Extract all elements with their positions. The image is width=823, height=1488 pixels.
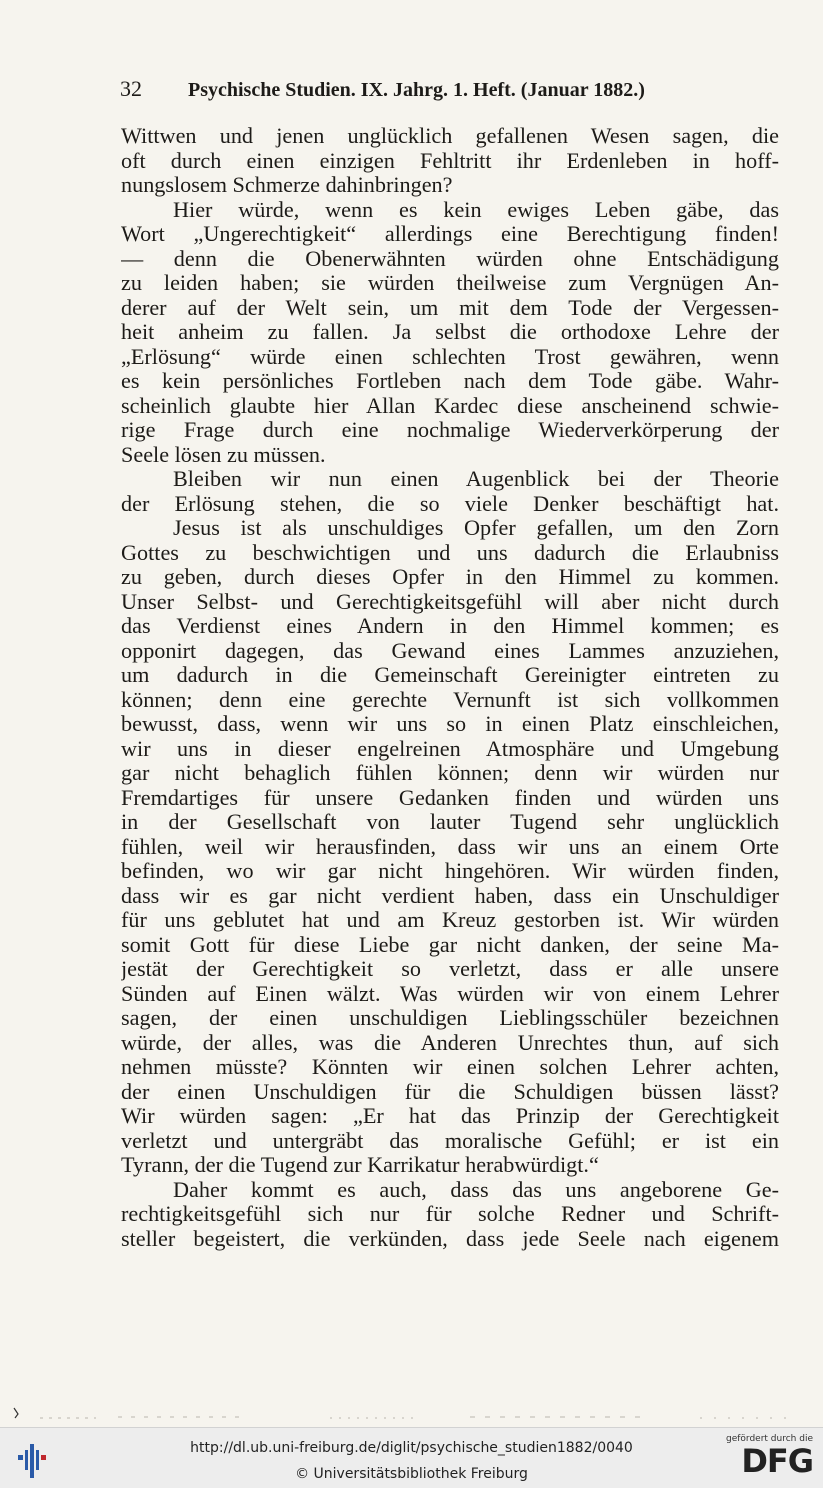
text-line: Daher kommt es auch, dass das uns angeborene Ge- [173,1177,779,1202]
text-line: wir uns in dieser engelreinen Atmosphäre und Umgebung [121,736,779,761]
text-line: würde, der alles, was die Anderen Unrechtes thun, auf sich [121,1030,779,1055]
footer-bar [0,1427,823,1488]
text-line: der einen Unschuldigen für die Schuldigen büssen lässt? [121,1079,779,1104]
dfg-wordmark: DFG [741,1442,813,1480]
text-line: — denn die Obenerwähnten würden ohne Entschädigung [121,246,779,271]
text-line: Jesus ist als unschuldiges Opfer gefallen, um den Zorn [173,516,779,540]
text-line: können; denn eine gerechte Vernunft ist sich vollkommen [121,687,779,712]
text-line: um dadurch in die Gemeinschaft Gereinigter eintreten zu [121,663,779,687]
text-line: derer auf der Welt sein, um mit dem Tode der Vergessen- [121,295,779,320]
text-line: steller begeistert, die verkünden, dass jede Seele nach eigenem [121,1226,779,1251]
text-line: somit Gott für diese Liebe gar nicht danken, der seine Ma- [121,932,779,957]
text-line: befinden, wo wir gar nicht hingehören. Wir würden finden, [121,859,779,883]
running-title: Psychische Studien. IX. Jahrg. 1. Heft. (Januar 1882.) [188,79,645,101]
text-line: oft durch einen einzigen Fehltritt ihr Erdenleben in hoff- [121,148,779,173]
running-header [120,76,780,106]
text-line: das Verdienst eines Andern in den Himmel kommen; es [121,614,779,638]
copyright-notice: © Universitätsbibliothek Freiburg [295,1466,528,1482]
text-line: sagen, der einen unschuldigen Lieblingsschüler bezeichnen [121,1006,779,1030]
text-line: Bleiben wir nun einen Augenblick bei der Theorie [173,467,779,491]
text-line: Hier würde, wenn es kein ewiges Leben gäbe, das [173,197,779,222]
page-number: 32 [120,76,142,101]
text-line: fühlen, weil wir herausfinden, dass wir uns an einem Orte [121,834,779,859]
source-url[interactable]: http://dl.ub.uni-freiburg.de/diglit/psychische_studien1882/0040 [190,1440,633,1456]
scan-edge-marks [0,1400,823,1426]
sponsor-caption: gefördert durch die [726,1434,813,1444]
text-line: opponirt dagegen, das Gewand eines Lammes anzuziehen, [121,638,779,663]
text-line: Gottes zu beschwichtigen und uns dadurch die Erlaubniss [121,540,779,565]
text-line: Wort „Ungerechtigkeit“ allerdings eine Berechtigung finden! [121,222,779,246]
text-line: Tyrann, der die Tugend zur Karrikatur herabwürdigt.“ [121,1153,599,1177]
text-line: scheinlich glaubte hier Allan Kardec diese anscheinend schwie- [121,393,779,418]
text-line: bewusst, dass, wenn wir uns so in einen Platz einschleichen, [121,712,779,736]
text-line: gar nicht behaglich fühlen können; denn wir würden nur [121,761,779,785]
text-line: heit anheim zu fallen. Ja selbst die orthodoxe Lehre der [121,320,779,344]
text-line: für uns geblutet hat und am Kreuz gestorben ist. Wir würden [121,908,779,932]
text-line: dass wir es gar nicht verdient haben, dass ein Unschuldiger [121,883,779,908]
text-line: nungslosem Schmerze dahinbringen? [121,173,453,197]
text-line: „Erlösung“ würde einen schlechten Trost gewähren, wenn [121,344,779,369]
text-line: zu leiden haben; sie würden theilweise zum Vergnügen An- [121,271,779,295]
text-line: in der Gesellschaft von lauter Tugend sehr unglücklich [121,810,779,834]
text-line: nehmen müsste? Könnten wir einen solchen Lehrer achten, [121,1055,779,1079]
text-line: Seele lösen zu müssen. [121,442,326,467]
text-line: Fremdartiges für unsere Gedanken finden und würden uns [121,785,779,810]
text-line: verletzt und untergräbt das moralische Gefühl; er ist ein [121,1128,779,1153]
text-line: rige Frage durch eine nochmalige Wiederverkörperung der [121,418,779,442]
text-line: Wir würden sagen: „Er hat das Prinzip der Gerechtigkeit [121,1104,779,1128]
dfg-logo [721,1434,813,1484]
text-line: es kein persönliches Fortleben nach dem Tode gäbe. Wahr- [121,369,779,393]
text-line: Sünden auf Einen wälzt. Was würden wir von einem Lehrer [121,981,779,1006]
text-line: rechtigkeitsgefühl sich nur für solche Redner und Schrift- [121,1202,779,1226]
text-line: der Erlösung stehen, die so viele Denker beschäftigt hat. [121,491,779,516]
text-line: zu geben, durch dieses Opfer in den Himmel zu kommen. [121,565,779,589]
text-line: jestät der Gerechtigkeit so verletzt, dass er alle unsere [121,957,779,981]
text-line: Unser Selbst- und Gerechtigkeitsgefühl will aber nicht durch [121,589,779,614]
text-line: Wittwen und jenen unglücklich gefallenen Wesen sagen, die [121,124,779,148]
body-text [121,124,779,1251]
